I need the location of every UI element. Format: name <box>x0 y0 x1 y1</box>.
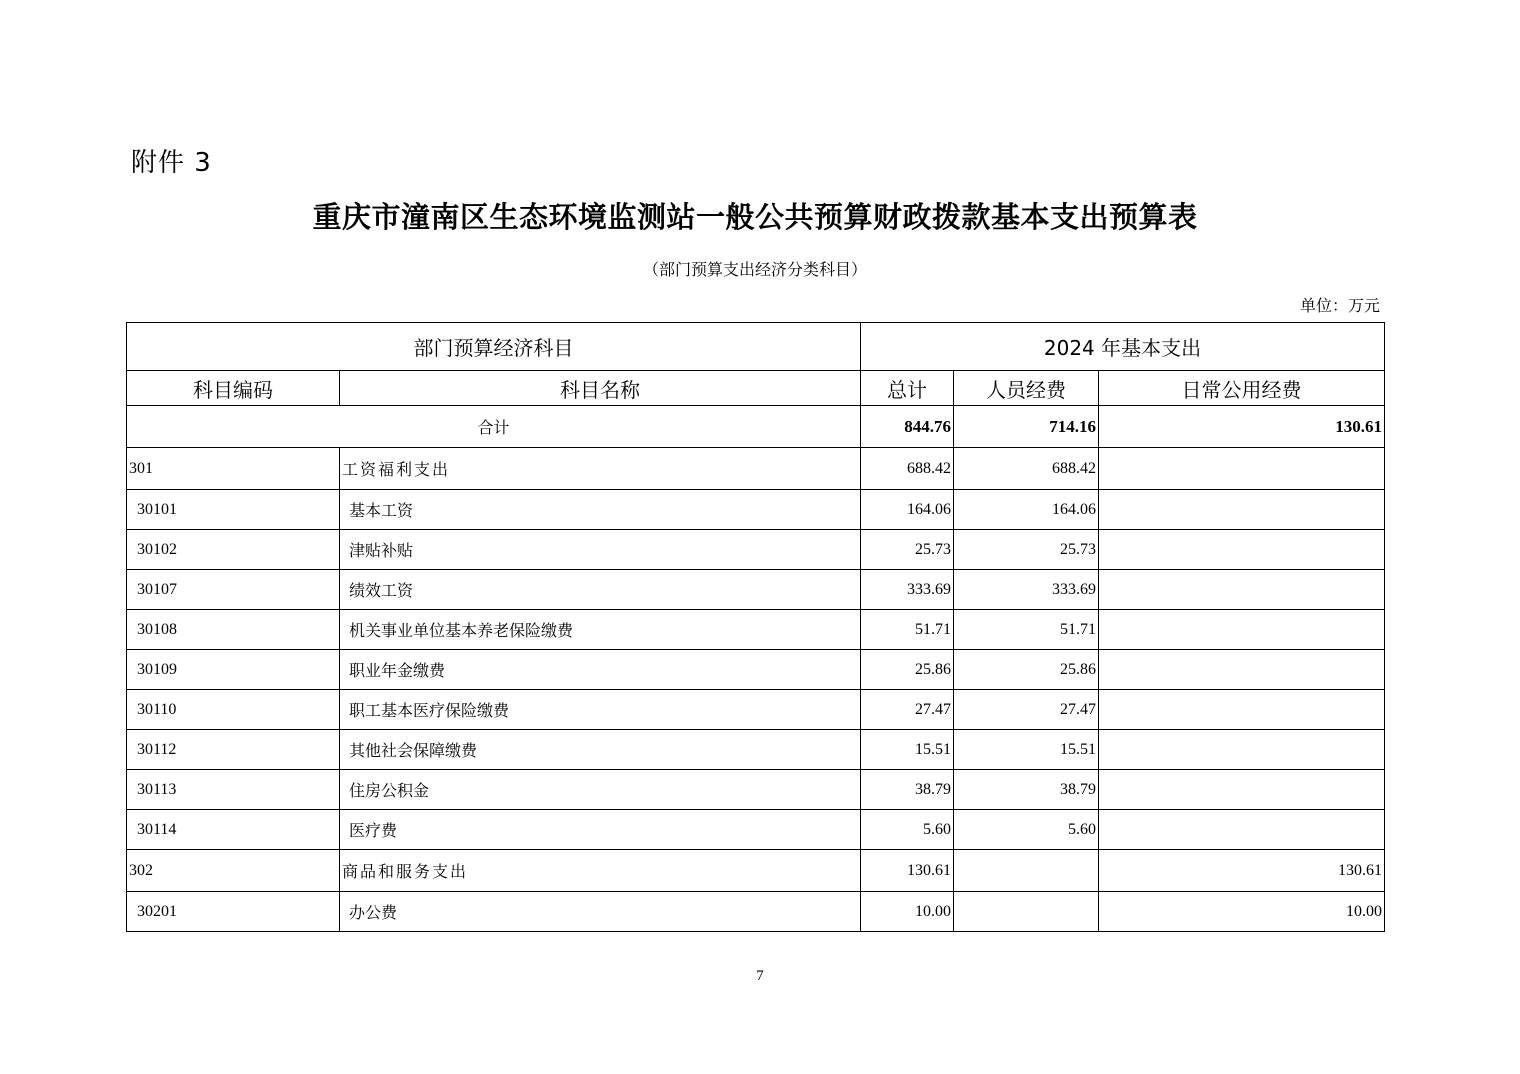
row-name: 工资福利支出 <box>340 448 861 490</box>
row-public <box>1099 530 1385 570</box>
row-total: 10.00 <box>861 892 954 932</box>
row-code: 30102 <box>127 530 340 570</box>
page-number: 7 <box>756 968 764 984</box>
row-public <box>1099 810 1385 850</box>
row-name: 办公费 <box>340 892 861 932</box>
row-code: 30114 <box>127 810 340 850</box>
row-personnel: 38.79 <box>954 770 1099 810</box>
page-subtitle: （部门预算支出经济分类科目） <box>642 260 867 279</box>
table-row <box>127 770 1385 810</box>
total-personnel: 714.16 <box>954 406 1099 448</box>
table-row <box>127 570 1385 610</box>
unit-label: 单位：万元 <box>1299 296 1380 315</box>
row-personnel: 15.51 <box>954 730 1099 770</box>
row-total: 333.69 <box>861 570 954 610</box>
row-total: 51.71 <box>861 610 954 650</box>
table-row <box>127 730 1385 770</box>
group-header-economic-subject: 部门预算经济科目 <box>127 323 861 371</box>
row-personnel: 5.60 <box>954 810 1099 850</box>
row-code: 30110 <box>127 690 340 730</box>
row-public <box>1099 610 1385 650</box>
table-row <box>127 690 1385 730</box>
table-row <box>127 610 1385 650</box>
row-public: 10.00 <box>1099 892 1385 932</box>
total-public: 130.61 <box>1099 406 1385 448</box>
row-total: 5.60 <box>861 810 954 850</box>
table-column-header-row <box>127 371 1385 406</box>
total-label: 合计 <box>127 406 861 448</box>
table-group-header-row <box>127 323 1385 371</box>
table-row <box>127 650 1385 690</box>
row-personnel: 27.47 <box>954 690 1099 730</box>
row-personnel: 333.69 <box>954 570 1099 610</box>
row-code: 30112 <box>127 730 340 770</box>
row-total: 130.61 <box>861 850 954 892</box>
row-personnel: 25.86 <box>954 650 1099 690</box>
row-total: 688.42 <box>861 448 954 490</box>
row-public <box>1099 570 1385 610</box>
row-public <box>1099 490 1385 530</box>
row-name: 商品和服务支出 <box>340 850 861 892</box>
row-total: 15.51 <box>861 730 954 770</box>
row-code: 30113 <box>127 770 340 810</box>
row-name: 基本工资 <box>340 490 861 530</box>
group-header-basic-expenditure: 2024 年基本支出 <box>861 323 1385 371</box>
row-code: 30107 <box>127 570 340 610</box>
attachment-label: 附件 3 <box>131 148 212 178</box>
row-personnel: 25.73 <box>954 530 1099 570</box>
row-public <box>1099 448 1385 490</box>
row-personnel: 164.06 <box>954 490 1099 530</box>
table-row <box>127 810 1385 850</box>
row-code: 30201 <box>127 892 340 932</box>
row-total: 25.86 <box>861 650 954 690</box>
row-code: 302 <box>127 850 340 892</box>
row-code: 30101 <box>127 490 340 530</box>
table-row <box>127 530 1385 570</box>
row-name: 绩效工资 <box>340 570 861 610</box>
table-row <box>127 850 1385 892</box>
page-title: 重庆市潼南区生态环境监测站一般公共预算财政拨款基本支出预算表 <box>312 200 1198 234</box>
row-public <box>1099 690 1385 730</box>
row-total: 38.79 <box>861 770 954 810</box>
row-public <box>1099 650 1385 690</box>
row-name: 津贴补贴 <box>340 530 861 570</box>
table-row <box>127 448 1385 490</box>
row-public <box>1099 730 1385 770</box>
row-code: 301 <box>127 448 340 490</box>
total-sum: 844.76 <box>861 406 954 448</box>
row-name: 其他社会保障缴费 <box>340 730 861 770</box>
row-name: 职工基本医疗保险缴费 <box>340 690 861 730</box>
row-code: 30109 <box>127 650 340 690</box>
total-row <box>127 406 1385 448</box>
table-row <box>127 490 1385 530</box>
row-name: 机关事业单位基本养老保险缴费 <box>340 610 861 650</box>
column-header-public: 日常公用经费 <box>1099 371 1385 406</box>
table-row <box>127 892 1385 932</box>
row-personnel: 688.42 <box>954 448 1099 490</box>
row-code: 30108 <box>127 610 340 650</box>
row-name: 职业年金缴费 <box>340 650 861 690</box>
budget-table <box>126 322 1385 932</box>
row-personnel <box>954 892 1099 932</box>
row-total: 27.47 <box>861 690 954 730</box>
row-personnel <box>954 850 1099 892</box>
row-total: 25.73 <box>861 530 954 570</box>
row-public: 130.61 <box>1099 850 1385 892</box>
row-total: 164.06 <box>861 490 954 530</box>
row-public <box>1099 770 1385 810</box>
column-header-name: 科目名称 <box>340 371 861 406</box>
row-name: 住房公积金 <box>340 770 861 810</box>
row-name: 医疗费 <box>340 810 861 850</box>
column-header-total: 总计 <box>861 371 954 406</box>
column-header-code: 科目编码 <box>127 371 340 406</box>
row-personnel: 51.71 <box>954 610 1099 650</box>
column-header-personnel: 人员经费 <box>954 371 1099 406</box>
